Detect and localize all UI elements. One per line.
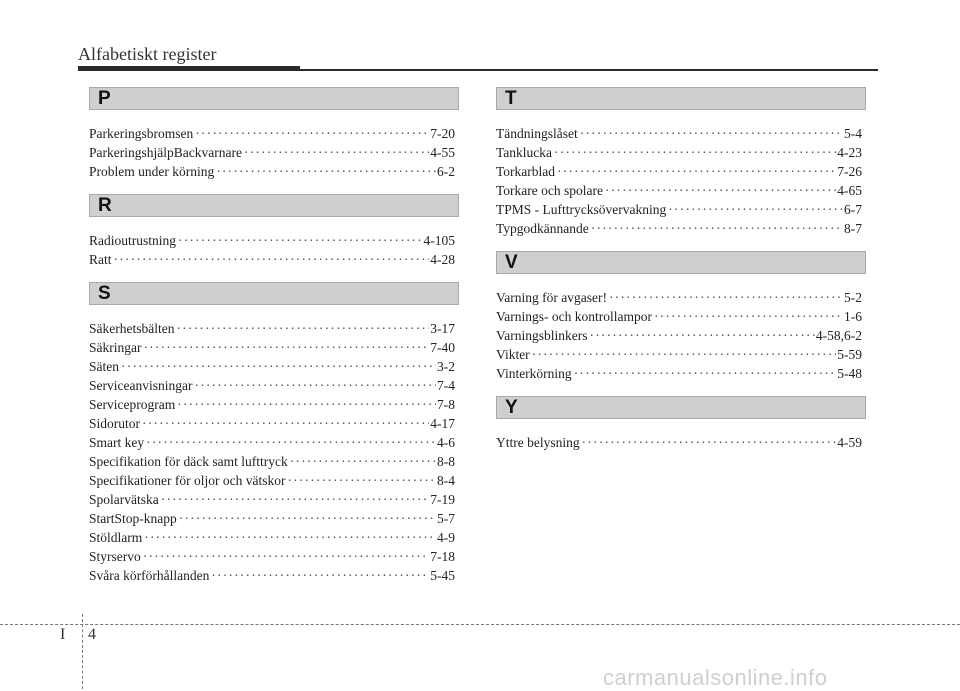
index-list-r (89, 231, 459, 269)
index-entry[interactable] (89, 490, 455, 509)
entry-label: Styrservo (89, 549, 141, 564)
dot-leader (590, 326, 815, 345)
dot-leader (554, 143, 836, 162)
watermark-text: carmanualsonline.info (603, 665, 828, 690)
entry-label: Ratt (89, 252, 112, 267)
entry-label: Säkerhetsbälten (89, 321, 175, 336)
entry-page: 3-17 (430, 321, 455, 336)
footer-vertical-divider (82, 614, 83, 689)
index-list-p (89, 124, 459, 181)
entry-page: 3-2 (437, 359, 455, 374)
entry-page: 8-4 (437, 473, 455, 488)
section-header-t (496, 87, 866, 110)
index-entry[interactable] (89, 231, 455, 250)
entry-page: 1-6 (844, 309, 862, 324)
index-entry[interactable] (89, 414, 455, 433)
index-list-v (496, 288, 866, 383)
entry-page: 5-2 (844, 290, 862, 305)
section-header-s (89, 282, 459, 305)
entry-label: Säten (89, 359, 119, 374)
entry-page: 4-17 (430, 416, 455, 431)
dot-leader (114, 250, 430, 269)
index-entry[interactable] (496, 143, 862, 162)
dot-leader (121, 357, 436, 376)
index-list-s (89, 319, 459, 585)
dot-leader (654, 307, 843, 326)
index-entry[interactable] (89, 143, 455, 162)
dot-leader (605, 181, 836, 200)
dot-leader (290, 452, 436, 471)
entry-page: 7-26 (837, 164, 862, 179)
entry-page: 6-2 (437, 164, 455, 179)
entry-label: Yttre belysning (496, 435, 580, 450)
entry-page: 7-8 (437, 397, 455, 412)
entry-page: 4-9 (437, 530, 455, 545)
entry-label: Stöldlarm (89, 530, 143, 545)
dot-leader (142, 414, 429, 433)
section-header-r (89, 194, 459, 217)
entry-label: Problem under körning (89, 164, 215, 179)
index-entry[interactable] (496, 219, 862, 238)
right-index-column (496, 87, 866, 452)
section-letter: V (505, 252, 518, 273)
dot-leader (195, 124, 429, 143)
dot-leader (179, 509, 436, 528)
entry-page: 7-19 (430, 492, 455, 507)
section-letter: R (98, 195, 112, 216)
left-index-column (89, 87, 459, 585)
entry-page: 4-55 (430, 145, 455, 160)
index-entry[interactable] (496, 124, 862, 143)
section-header-y (496, 396, 866, 419)
title-underline-accent (78, 66, 300, 71)
index-entry[interactable] (89, 395, 455, 414)
footer-section-code: I (60, 626, 66, 643)
entry-label: Serviceanvisningar (89, 378, 193, 393)
index-entry[interactable] (89, 319, 455, 338)
index-entry[interactable] (89, 433, 455, 452)
entry-page: 4-23 (837, 145, 862, 160)
entry-label: Torkare och spolare (496, 183, 604, 198)
entry-label: ParkeringshjälpBackvarnare (89, 145, 242, 160)
footer-divider (0, 624, 960, 625)
section-header-v (496, 251, 866, 274)
entry-label: Typgodkännande (496, 221, 589, 236)
entry-label: Tanklucka (496, 145, 553, 160)
index-entry[interactable] (496, 433, 862, 452)
entry-page: 4-105 (423, 233, 455, 248)
dot-leader (609, 288, 843, 307)
index-entry[interactable] (89, 452, 455, 471)
dot-leader (287, 471, 436, 490)
section-letter: S (98, 283, 111, 304)
dot-leader (211, 566, 429, 585)
entry-page: 5-45 (430, 568, 455, 583)
dot-leader (143, 547, 430, 566)
entry-label: Specifikation för däck samt lufttryck (89, 454, 288, 469)
dot-leader (176, 319, 429, 338)
section-letter: T (505, 88, 517, 109)
dot-leader (146, 433, 436, 452)
index-entry[interactable] (89, 162, 455, 181)
entry-page: 4-28 (430, 252, 455, 267)
dot-leader (582, 433, 837, 452)
entry-label: Vikter (496, 347, 530, 362)
dot-leader (574, 364, 837, 383)
index-entry[interactable] (496, 288, 862, 307)
entry-label: TPMS - Lufttrycksövervakning (496, 202, 667, 217)
dot-leader (668, 200, 843, 219)
entry-page: 4-59 (837, 435, 862, 450)
entry-page: 4-6 (437, 435, 455, 450)
index-entry[interactable] (89, 528, 455, 547)
index-entry[interactable] (496, 364, 862, 383)
entry-label: Tändningslåset (496, 126, 578, 141)
entry-label: Varnings- och kontrollampor (496, 309, 652, 324)
index-list-y (496, 433, 866, 452)
entry-label: Varning för avgaser! (496, 290, 607, 305)
index-entry[interactable] (496, 307, 862, 326)
index-entry[interactable] (496, 181, 862, 200)
dot-leader (143, 338, 429, 357)
entry-page: 4-65 (837, 183, 862, 198)
entry-label: Parkeringsbromsen (89, 126, 194, 141)
entry-page: 6-7 (844, 202, 862, 217)
entry-label: Spolarvätska (89, 492, 159, 507)
index-entry[interactable] (496, 345, 862, 364)
entry-label: Varningsblinkers (496, 328, 588, 343)
entry-label: Radioutrustning (89, 233, 176, 248)
title-underline (300, 69, 878, 71)
index-entry[interactable] (496, 200, 862, 219)
entry-label: Smart key (89, 435, 145, 450)
index-entry[interactable] (496, 162, 862, 181)
index-entry[interactable] (89, 338, 455, 357)
index-entry[interactable] (89, 547, 455, 566)
dot-leader (557, 162, 836, 181)
index-entry[interactable] (89, 250, 455, 269)
index-entry[interactable] (496, 326, 862, 345)
dot-leader (532, 345, 837, 364)
section-letter: P (98, 88, 111, 109)
entry-page: 5-4 (844, 126, 862, 141)
dot-leader (161, 490, 430, 509)
dot-leader (580, 124, 843, 143)
entry-page: 8-8 (437, 454, 455, 469)
section-header-p (89, 87, 459, 110)
index-entry[interactable] (89, 357, 455, 376)
entry-label: Säkringar (89, 340, 142, 355)
entry-page: 5-59 (837, 347, 862, 362)
entry-label: StartStop-knapp (89, 511, 177, 526)
dot-leader (216, 162, 436, 181)
index-entry[interactable] (89, 376, 455, 395)
section-letter: Y (505, 397, 518, 418)
entry-label: Vinterkörning (496, 366, 572, 381)
entry-label: Sidorutor (89, 416, 141, 431)
dot-leader (194, 376, 436, 395)
entry-page: 7-20 (430, 126, 455, 141)
dot-leader (177, 395, 436, 414)
entry-page: 5-7 (437, 511, 455, 526)
page-title: Alfabetiskt register (78, 44, 217, 64)
footer-page-number: 4 (88, 626, 96, 643)
entry-page: 4-58,6-2 (815, 328, 862, 343)
index-entry[interactable] (89, 471, 455, 490)
entry-page: 7-18 (430, 549, 455, 564)
entry-page: 7-40 (430, 340, 455, 355)
dot-leader (591, 219, 843, 238)
index-list-t (496, 124, 866, 238)
entry-label: Svåra körförhållanden (89, 568, 210, 583)
dot-leader (144, 528, 436, 547)
index-entry[interactable] (89, 566, 455, 585)
index-entry[interactable] (89, 124, 455, 143)
entry-label: Serviceprogram (89, 397, 176, 412)
index-entry[interactable] (89, 509, 455, 528)
entry-page: 8-7 (844, 221, 862, 236)
entry-page: 5-48 (837, 366, 862, 381)
entry-label: Specifikationer för oljor och vätskor (89, 473, 286, 488)
dot-leader (244, 143, 429, 162)
dot-leader (178, 231, 423, 250)
entry-label: Torkarblad (496, 164, 556, 179)
entry-page: 7-4 (437, 378, 455, 393)
